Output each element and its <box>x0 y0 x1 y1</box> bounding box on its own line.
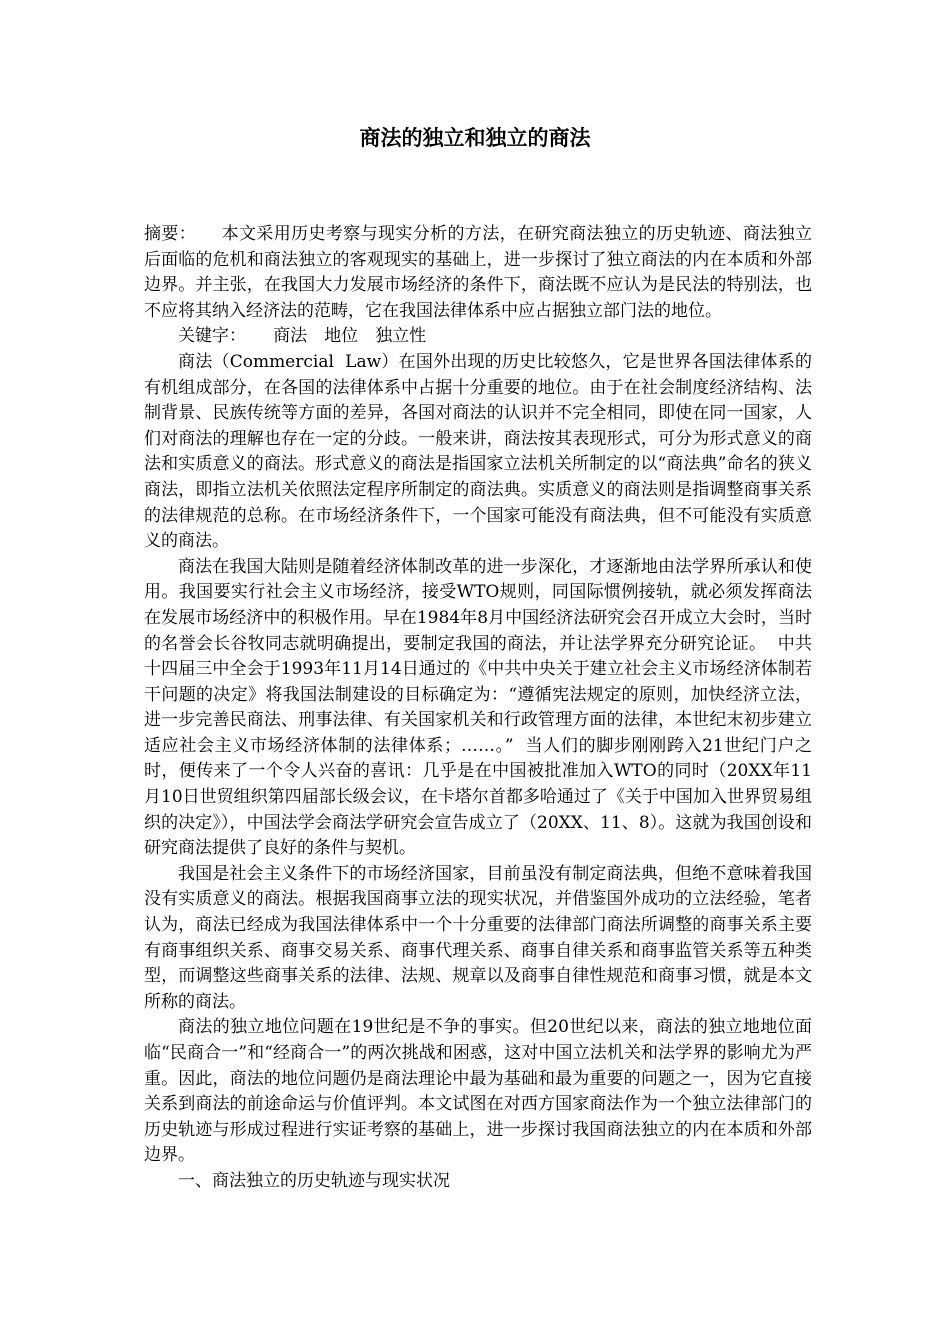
document-title: 商法的独立和独立的商法 <box>359 125 591 150</box>
keyword: 独立性 <box>375 326 427 347</box>
keywords-line <box>144 324 812 350</box>
keywords-label: 关键字： <box>178 326 246 347</box>
body-paragraph: 商法的独立地位问题在19世纪是不争的事实。但20世纪以来，商法的独立地地位面临“民商合一”和“经商合一”的两次挑战和困惑，这对中国立法机关和法学界的影响尤为严重。因此，商法的地位问题仍是商法理论中最为基础和最为重要的问题之一，因为它直接关系到商法的前途命运与价值评判。本文试图在对西方国家商法作为一个独立法律部门的历史轨迹与形成过程进行实证考察的基础上，进一步探讨我国商法独立的内在本质和外部边界。 <box>144 1017 812 1166</box>
body-paragraph: 商法（Commercial Law）在国外出现的历史比较悠久，它是世界各国法律体系的有机组成部分，在各国的法律体系中占据十分重要的地位。由于在社会制度经济结构、法制背景、民族传统等方面的差异，各国对商法的认识并不完全相同，即使在同一国家，人们对商法的理解也存在一定的分歧。一般来讲，商法按其表现形式，可分为形式意义的商法和实质意义的商法。形式意义的商法是指国家立法机关所制定的以“商法典”命名的狭义商法，即指立法机关依照法定程序所制定的商法典。实质意义的商法则是指调整商事关系的法律规范的总称。在市场经济条件下，一个国家可能没有商法典，但不可能没有实质意义的商法。 <box>144 351 812 552</box>
abstract-paragraph <box>144 222 812 324</box>
abstract-text: 本文采用历史考察与现实分析的方法，在研究商法独立的历史轨迹、商法独立后面临的危机和商法独立的客观现实的基础上，进一步探讨了独立商法的内在本质和外部边界。并主张，在我国大力发展市场经济的条件下，商法既不应认为是民法的特别法，也不应将其纳入经济法的范畴，它在我国法律体系中应占据独立部门法的地位。 <box>144 224 812 321</box>
keyword: 商法 <box>273 326 308 347</box>
keyword: 地位 <box>324 326 359 347</box>
document-body <box>144 222 812 1195</box>
abstract-label: 摘要： <box>144 224 197 244</box>
section-heading: 一、商法独立的历史轨迹与现实状况 <box>178 1170 450 1191</box>
body-paragraph: 商法在我国大陆则是随着经济体制改革的进一步深化，才逐渐地由法学界所承认和使用。我国要实行社会主义市场经济，接受WTO规则，同国际惯例接轨，就必须发挥商法在发展市场经济中的积极作用。早在1984年8月中国经济法研究会召开成立大会时，当时的名誉会长谷牧同志就明确提出，要制定我国的商法，并让法学界充分研究论证。 中共十四届三中全会于1993年11月14日通过的《中共中央关于建立社会主义市场经济体制若干问题的决定》将我国法制建设的目标确定为：“遵循宪法规定的原则，加快经济立法，进一步完善民商法、刑事法律、有关国家机关和行政管理方面的法律，本世纪末初步建立适应社会主义市场经济体制的法律体系；……。” 当人们的脚步刚刚跨入21世纪门户之时，便传来了一个令人兴奋的喜讯：几乎是在中国被批准加入WTO的同时（20XX年11月10日世贸组织第四届部长级会议，在卡塔尔首都多哈通过了《关于中国加入世界贸易组织的决定》），中国法学会商法学研究会宣告成立了（20XX、11、8）。这就为我国创设和研究商法提供了良好的条件与契机。 <box>144 556 812 859</box>
body-paragraph: 我国是社会主义条件下的市场经济国家，目前虽没有制定商法典，但绝不意味着我国没有实质意义的商法。根据我国商事立法的现实状况，并借鉴国外成功的立法经验，笔者认为，商法已经成为我国法律体系中一个十分重要的法律部门商法所调整的商事关系主要有商事组织关系、商事交易关系、商事代理关系、商事自律关系和商事监管关系等五种类型，而调整这些商事关系的法律、法规、规章以及商事自律性规范和商事习惯，就是本文所称的商法。 <box>144 863 812 1012</box>
